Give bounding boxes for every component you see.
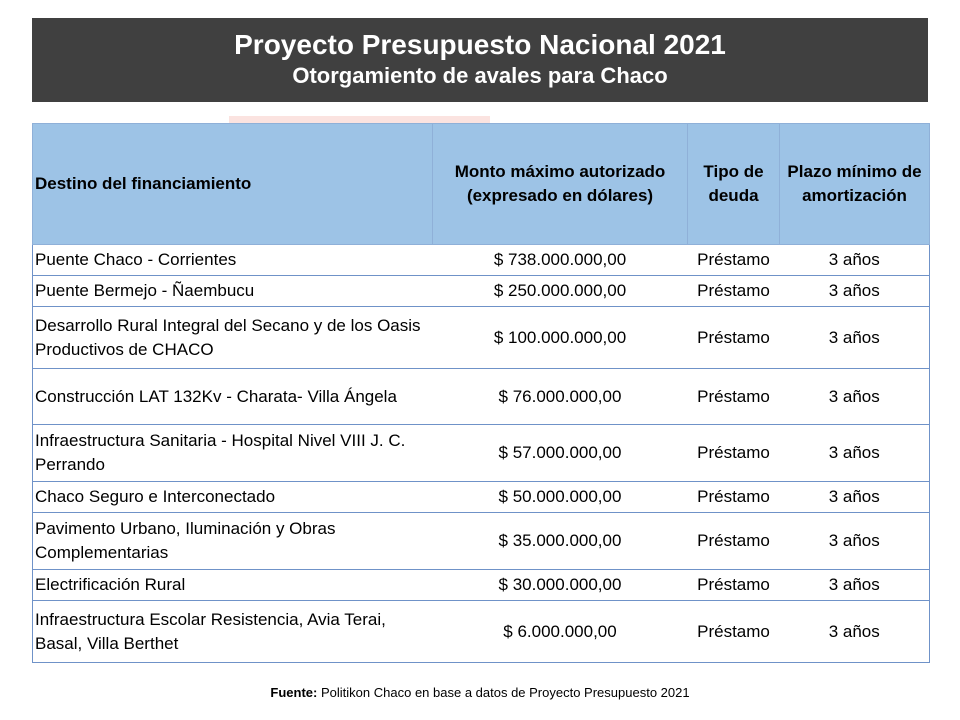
cell-monto: $ 6.000.000,00 [433, 601, 688, 663]
column-header-monto: Monto máximo autorizado (expresado en dólares) [433, 124, 688, 245]
financing-table [32, 123, 930, 663]
cell-plazo: 3 años [780, 369, 930, 425]
cell-monto: $ 57.000.000,00 [433, 425, 688, 482]
cell-monto: $ 100.000.000,00 [433, 307, 688, 369]
cell-plazo: 3 años [780, 245, 930, 276]
cell-tipo: Préstamo [688, 369, 780, 425]
source-note [0, 685, 960, 700]
table-row [33, 307, 930, 369]
table-row [33, 601, 930, 663]
cell-plazo: 3 años [780, 425, 930, 482]
cell-plazo: 3 años [780, 482, 930, 513]
cell-destino: Puente Bermejo - Ñaembucu [33, 276, 433, 307]
table-row [33, 482, 930, 513]
column-header-destino: Destino del financiamiento [33, 124, 433, 245]
cell-tipo: Préstamo [688, 245, 780, 276]
cell-destino: Desarrollo Rural Integral del Secano y de los Oasis Productivos de CHACO [33, 307, 433, 369]
cell-monto: $ 76.000.000,00 [433, 369, 688, 425]
title-banner [32, 18, 928, 102]
cell-destino: Construcción LAT 132Kv - Charata- Villa Ángela [33, 369, 433, 425]
cell-monto: $ 50.000.000,00 [433, 482, 688, 513]
cell-plazo: 3 años [780, 601, 930, 663]
table-row [33, 425, 930, 482]
table-row [33, 245, 930, 276]
cell-destino: Electrificación Rural [33, 570, 433, 601]
table-row [33, 369, 930, 425]
table-header-row [33, 124, 930, 245]
page-subtitle: Otorgamiento de avales para Chaco [292, 63, 668, 88]
cell-tipo: Préstamo [688, 425, 780, 482]
cell-destino: Infraestructura Escolar Resistencia, Avia Terai, Basal, Villa Berthet [33, 601, 433, 663]
cell-plazo: 3 años [780, 307, 930, 369]
cell-destino: Infraestructura Sanitaria - Hospital Nivel VIII J. C. Perrando [33, 425, 433, 482]
cell-destino: Pavimento Urbano, Iluminación y Obras Complementarias [33, 513, 433, 570]
cell-tipo: Préstamo [688, 482, 780, 513]
cell-monto: $ 30.000.000,00 [433, 570, 688, 601]
cell-plazo: 3 años [780, 570, 930, 601]
cell-tipo: Préstamo [688, 570, 780, 601]
page-title: Proyecto Presupuesto Nacional 2021 [234, 29, 726, 60]
cell-destino: Chaco Seguro e Interconectado [33, 482, 433, 513]
cell-tipo: Préstamo [688, 513, 780, 570]
cell-plazo: 3 años [780, 513, 930, 570]
column-header-plazo: Plazo mínimo de amortización [780, 124, 930, 245]
cell-monto: $ 738.000.000,00 [433, 245, 688, 276]
cell-plazo: 3 años [780, 276, 930, 307]
table-row [33, 570, 930, 601]
cell-tipo: Préstamo [688, 307, 780, 369]
cell-tipo: Préstamo [688, 276, 780, 307]
cell-tipo: Préstamo [688, 601, 780, 663]
table-row [33, 513, 930, 570]
cell-monto: $ 250.000.000,00 [433, 276, 688, 307]
source-text: Politikon Chaco en base a datos de Proyecto Presupuesto 2021 [321, 685, 690, 700]
source-label: Fuente: [270, 685, 318, 700]
cell-monto: $ 35.000.000,00 [433, 513, 688, 570]
cell-destino: Puente Chaco - Corrientes [33, 245, 433, 276]
table-row [33, 276, 930, 307]
column-header-tipo: Tipo de deuda [688, 124, 780, 245]
